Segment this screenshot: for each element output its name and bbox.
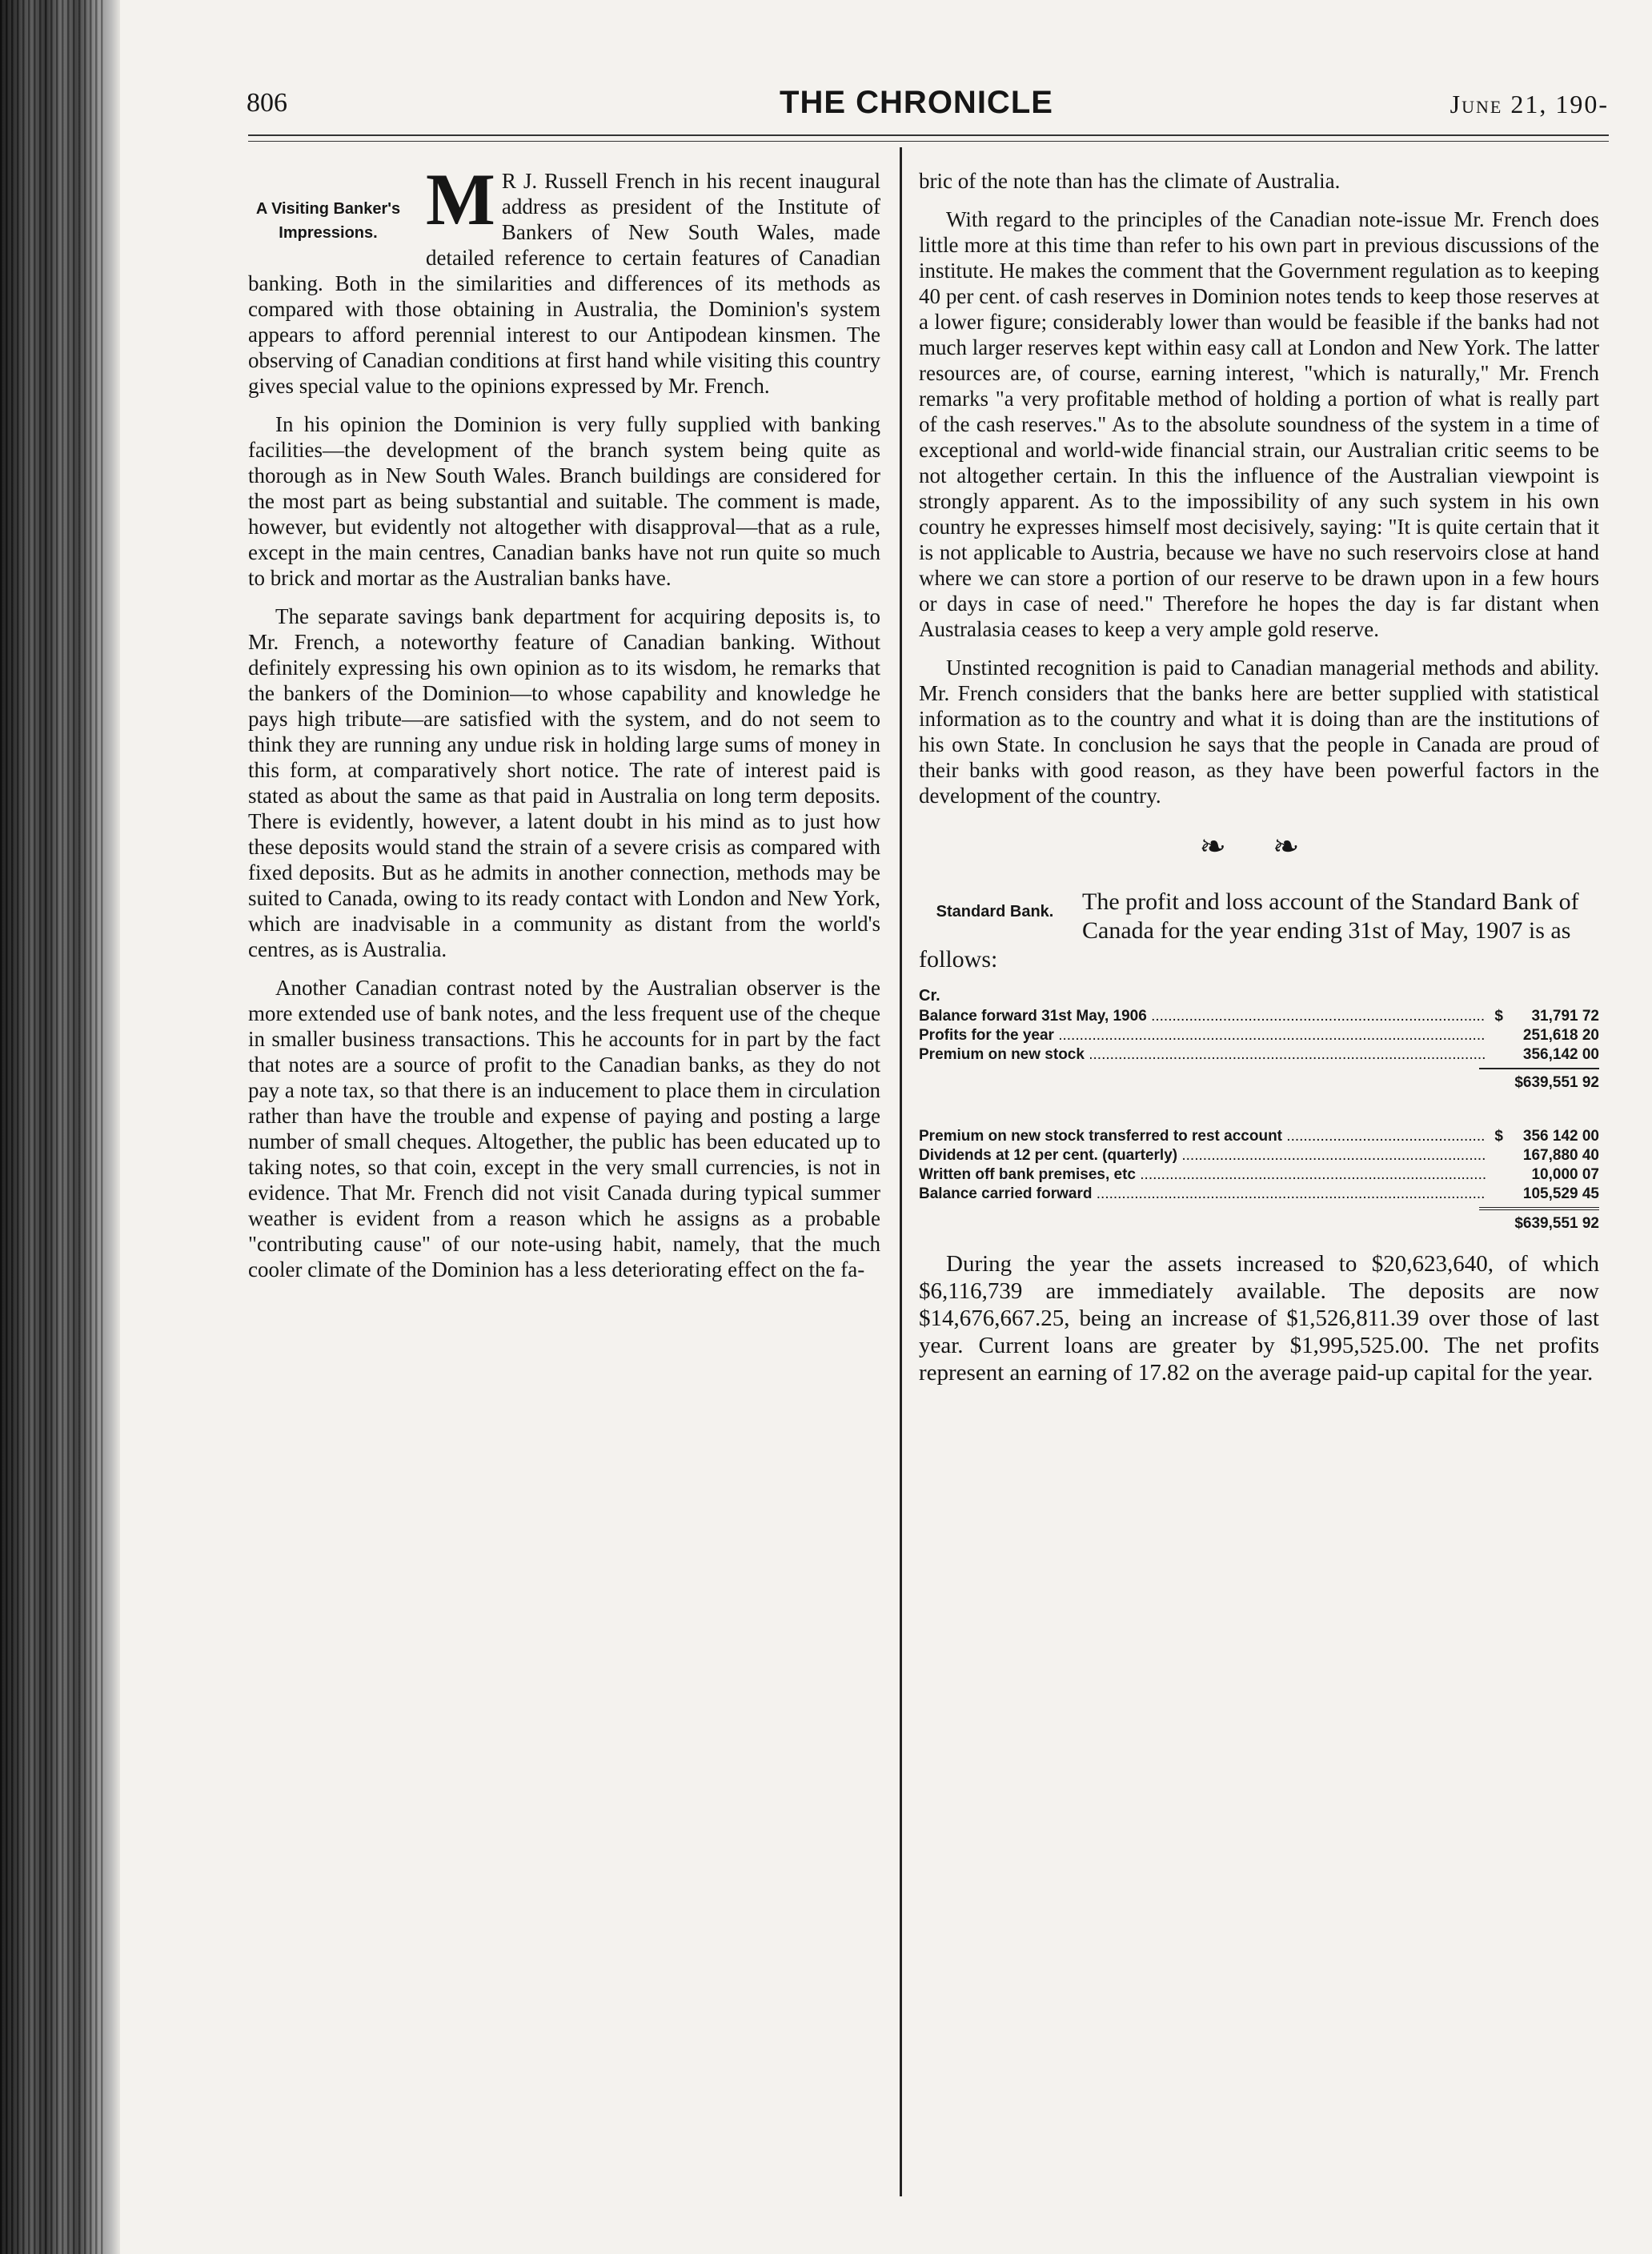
standard-bank-intro: The profit and loss account of the Standard Bank of Canada for the year ending 31st of May, 1907 is as follows: <box>919 888 1579 973</box>
row-label: Dividends at 12 per cent. (quarterly) ..... <box>919 1146 1486 1165</box>
row-amount: 10,000 07 <box>1531 1166 1599 1183</box>
credit-label: Cr. <box>919 987 940 1005</box>
section-ornament: ❧ ❧ <box>1199 828 1319 864</box>
statement-row <box>919 1146 1599 1165</box>
statement-row <box>919 1165 1599 1185</box>
header-rule <box>248 134 1609 136</box>
paragraph-1-text: R J. Russell French in his recent inaugural address as president of the Institute of Bankers of New South Wales, made detailed reference to certain features of Canadian banking. Both in the similarities and differences of its methods as compared with those obtaining in Australia, the Dominion's system appears to afford perennial interest to our Antipodean kinsmen. The observing of Canadian conditions at first hand while visiting this country gives special value to the opinions expressed by Mr. French. <box>248 169 880 398</box>
debit-total: $639,551 92 <box>1514 1215 1599 1232</box>
row-label: Premium on new stock ..... <box>919 1045 1486 1065</box>
profit-loss-statement <box>919 987 1599 1233</box>
article-paragraph-7: Unstinted recognition is paid to Canadian managerial methods and ability. Mr. French considers that the banks here are better supplied with statistical information as to the country and what it is doing than are the institutions of his own State. In conclusion he says that the people in Canada are proud of their banks with good reason, as they have been powerful factors in the development of the country. <box>919 656 1599 808</box>
statement-row <box>919 1007 1599 1026</box>
drop-cap: M <box>426 158 495 240</box>
row-amount: 356,142 00 <box>1522 1046 1599 1063</box>
journal-title: THE CHRONICLE <box>780 85 1053 120</box>
row-label: Written off bank premises, etc ..... <box>919 1165 1486 1185</box>
side-heading-visiting-banker: A Visiting Banker's Impressions. <box>255 200 401 242</box>
row-amount: 167,880 40 <box>1522 1147 1599 1164</box>
standard-bank-section <box>919 888 1599 974</box>
article-paragraph-final: During the year the assets increased to $20,623,640, of which $6,116,739 are immediately available. The deposits are now $14,676,667.25, being an increase of $1,526,811.39 over those of last year. Current loans are greater by $1,995,525.00. The net profits represent an earning of 17.82 on the average paid-up capital for the year. <box>919 1251 1599 1386</box>
column-divider <box>900 147 902 2196</box>
row-amount: 31,791 72 <box>1531 1008 1599 1025</box>
row-label: Profits for the year ..... <box>919 1026 1486 1045</box>
row-amount: 105,529 45 <box>1522 1185 1599 1202</box>
statement-row <box>919 1127 1599 1146</box>
article-paragraph-2: In his opinion the Dominion is very fully supplied with banking facilities—the development of the branch system being quite as thorough as in New South Wales. Branch buildings are considered for the most part as being substantial and suitable. The comment is made, however, but evidently not altogether with disapproval—that as a rule, except in the main centres, Canadian banks have not run quite so much to brick and mortar as the Australian banks have. <box>248 412 880 590</box>
row-label: Balance carried forward ..... <box>919 1185 1486 1204</box>
row-amount: 356 142 00 <box>1522 1128 1599 1145</box>
total-rule-double <box>1479 1207 1599 1210</box>
statement-row <box>919 1185 1599 1204</box>
article-paragraph-3: The separate savings bank department for acquiring deposits is, to Mr. French, a noteworthy feature of Canadian banking. Without definitely expressing his own opinion as to its wisdom, he remarks that the bankers of the Dominion—to whose capability and knowledge he pays high tribute—are satisfied with the system, and do not seem to think they are running any undue risk in holding large sums of money in this form, at comparatively short notice. The rate of interest paid is stated as about the same as that paid in Australia on long term deposits. There is evidently, however, a latent doubt in his mind as to just how these deposits would stand the strain of a severe crisis as compared with fixed deposits. But as he admits in another connection, methods may be suited to Canada, owing to its ready contact with London and New York, which are inadvisable in a community as distant from the world's centres, as is Australia. <box>248 604 880 961</box>
right-column <box>919 168 1599 1399</box>
issue-date: June 21, 190- <box>1450 90 1609 118</box>
row-label: Balance forward 31st May, 1906 ..... <box>919 1007 1486 1026</box>
row-currency: $ <box>1494 1008 1503 1025</box>
header-rule-thin <box>248 141 1609 142</box>
credit-total: $639,551 92 <box>1514 1074 1599 1091</box>
row-label: Premium on new stock transferred to rest account ..... <box>919 1127 1486 1146</box>
book-page-edges <box>0 0 104 2254</box>
article-paragraph-5: bric of the note than has the climate of Australia. <box>919 169 1341 193</box>
article-paragraph-6: With regard to the principles of the Canadian note-issue Mr. French does little more at this time than refer to his own part in previous discussions of the institute. He makes the comment that the Government regulation as to keeping 40 per cent. of cash reserves in Dominion notes tends to keep those reserves at a lower figure; considerably lower than would be feasible if the banks had not much larger reserves kept within easy call at London and New York. The latter resources are, of course, earning interest, "which is naturally," Mr. French remarks "a very profitable method of holding a portion of what is really part of the cash reserves." As to the absolute soundness of the system in a time of exceptional and world-wide financial strain, our Australian critic seems to be not altogether certain. In this the influence of the Australian viewpoint is strongly apparent. As to the impossibility of any such system in his own country he expresses himself most decisively, saying: "It is quite certain that it is not applicable to Austria, because we have no such reservoirs close at hand where we can store a portion of our reserve to be drawn upon in a few hours or days in case of need." Therefore he hopes the day is far distant when Australasia ceases to keep a very ample gold reserve. <box>919 207 1600 641</box>
statement-row <box>919 1045 1599 1065</box>
statement-spacer <box>919 1092 1599 1127</box>
row-currency: $ <box>1494 1128 1503 1145</box>
page <box>224 64 1609 2225</box>
statement-row <box>919 1026 1599 1045</box>
side-heading-standard-bank: Standard Bank. <box>936 903 1054 920</box>
article-paragraph-4: Another Canadian contrast noted by the Australian observer is the more extended use of bank notes, and the less frequent use of the cheque in smaller business transactions. This he accounts for in part by the fact that notes are a source of profit to the Canadian banks, as they do not pay a note tax, so that there is an inducement to place them in circulation rather than have the trouble and expense of paying and posting a large number of small cheques. Altogether, the public has been educated up to taking notes, so that coin, except in the very small currencies, is not in evidence. That Mr. French did not visit Canada during typical summer weather is evident from a reason which he assigns as a probable "contributing cause" of our note-using habit, namely, that the much cooler climate of the Dominion has a less deteriorating effect on the fa- <box>248 976 880 1281</box>
page-header <box>224 85 1609 136</box>
row-amount: 251,618 20 <box>1522 1027 1599 1044</box>
left-column <box>248 158 880 1295</box>
page-number: 806 <box>247 88 287 118</box>
total-rule <box>1479 1068 1599 1069</box>
